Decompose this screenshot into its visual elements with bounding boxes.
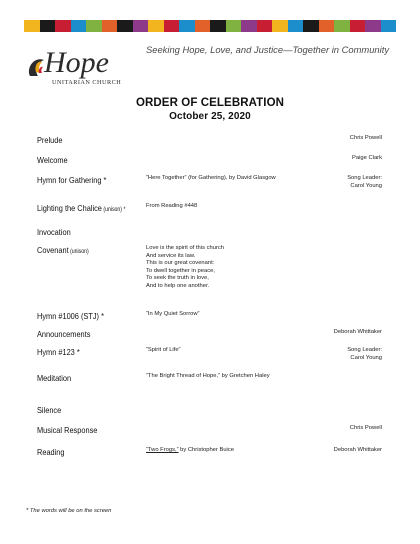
stripe-segment (133, 20, 149, 32)
stripe-segment (272, 20, 288, 32)
footnote: * The words will be on the screen (26, 508, 112, 514)
svg-text:UNITARIAN CHURCH: UNITARIAN CHURCH (52, 79, 122, 86)
stripe-segment (179, 20, 195, 32)
stripe-segment (40, 20, 56, 32)
hope-logo-graphic (24, 42, 134, 92)
service-item-label: Invocation (37, 227, 71, 237)
stripe-segment (164, 20, 180, 32)
service-item-label: Hymn #1006 (STJ) * (37, 311, 104, 321)
hope-logo (24, 42, 134, 92)
service-item-label: Meditation (37, 373, 72, 383)
reading-link[interactable]: “Two Frogs,” (146, 447, 179, 453)
service-item-label: Silence (37, 405, 62, 415)
stripe-segment (148, 20, 164, 32)
service-item-label: Hymn #123 * (37, 347, 80, 357)
service-item-person: Chris Powell (349, 135, 382, 141)
service-item-note: (unison) (68, 249, 89, 255)
service-item-description: From Reading #448 (146, 203, 198, 209)
service-item-person: Deborah Whittaker (333, 447, 382, 453)
stripe-segment (319, 20, 335, 32)
stripe-segment (381, 20, 397, 32)
service-item-person: Song Leader: Carol Young (347, 175, 382, 189)
service-item-description: “Two Frogs,” by Christopher Buice (146, 447, 234, 453)
service-item-label: Reading (37, 447, 65, 457)
stripe-segment (241, 20, 257, 32)
service-item-label: Hymn for Gathering * (37, 175, 107, 185)
service-item-description: “Here Together” (for Gathering), by David Glasgow (146, 175, 276, 181)
service-item-description: “In My Quiet Sorrow” (146, 311, 200, 317)
stripe-segment (226, 20, 242, 32)
stripe-segment (117, 20, 133, 32)
service-item-label: Musical Response (37, 425, 98, 435)
service-item-label: Lighting the Chalice (unison) * (37, 203, 126, 213)
service-item-note: (unison) * (101, 207, 126, 213)
page-title: ORDER OF CELEBRATION (135, 97, 285, 109)
service-item-person: Song Leader: Carol Young (347, 347, 382, 361)
service-item-person: Paige Clark (352, 155, 382, 161)
svg-text:Hope: Hope (44, 46, 109, 79)
stripe-segment (55, 20, 71, 32)
stripe-segment (365, 20, 381, 32)
stripe-segment (210, 20, 226, 32)
stripe-segment (86, 20, 102, 32)
service-item-label: Covenant (unison) (37, 245, 89, 255)
service-item-person: Chris Powell (349, 425, 382, 431)
service-item-label: Announcements (37, 329, 91, 339)
service-date: October 25, 2020 (169, 111, 251, 122)
service-item-description: Love is the spirit of this church And service its law. This is our great covenant: To dwell together in peace, To seek the truth in love, And to help one another. (146, 245, 224, 289)
stripe-segment (102, 20, 118, 32)
service-item-label: Welcome (37, 155, 68, 165)
stripe-segment (257, 20, 273, 32)
stripe-segment (303, 20, 319, 32)
stripe-segment (71, 20, 87, 32)
stripe-segment (24, 20, 40, 32)
service-item-description: “The Bright Thread of Hope,” by Gretchen Haley (146, 373, 270, 379)
color-stripe (24, 20, 396, 32)
stripe-segment (334, 20, 350, 32)
tagline: Seeking Hope, Love, and Justice—Together in Community (146, 44, 390, 55)
service-item-label: Prelude (37, 135, 63, 145)
stripe-segment (288, 20, 304, 32)
service-item-person: Deborah Whittaker (333, 329, 382, 335)
stripe-segment (350, 20, 366, 32)
service-item-description: “Spirit of Life” (146, 347, 181, 353)
stripe-segment (195, 20, 211, 32)
